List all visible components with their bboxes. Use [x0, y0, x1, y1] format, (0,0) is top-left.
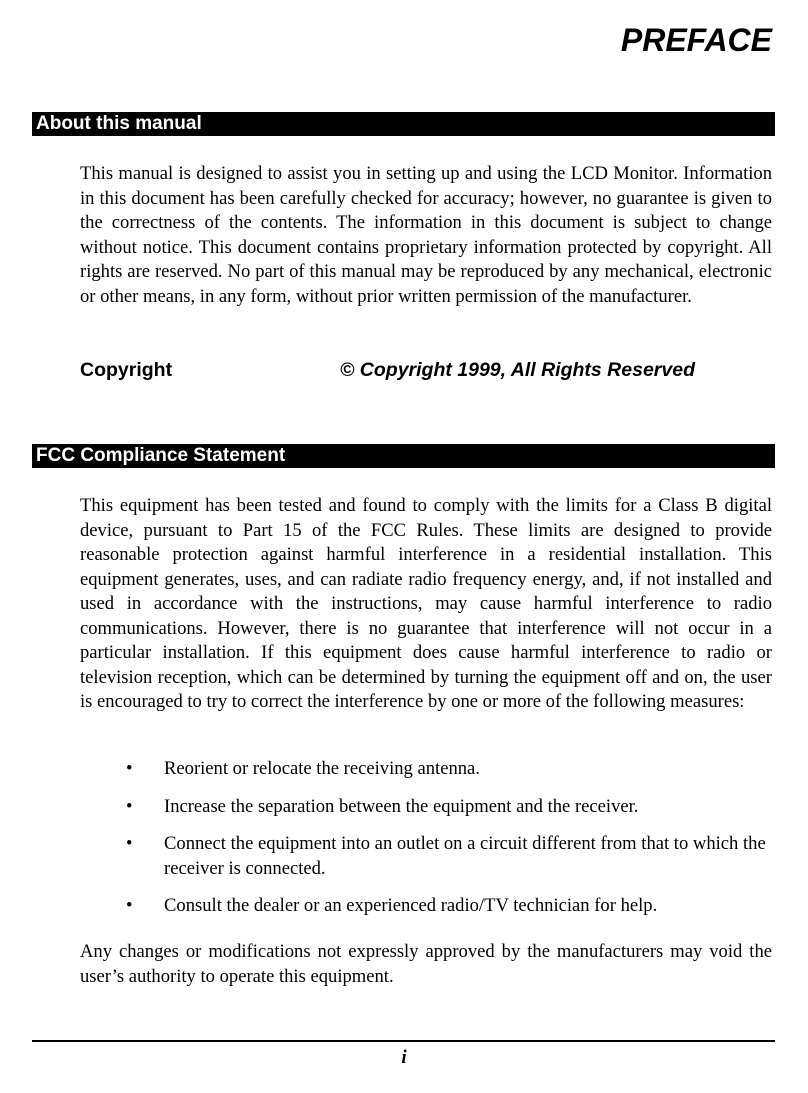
bullet-icon: • [126, 795, 133, 817]
list-item [80, 832, 772, 881]
about-section-heading: About this manual [32, 112, 775, 136]
list-item [80, 894, 772, 919]
copyright-row [80, 356, 772, 384]
measure-text: Increase the separation between the equipment and the receiver. [164, 795, 639, 817]
list-item [80, 757, 772, 782]
page-title: PREFACE [620, 22, 772, 58]
fcc-closing-paragraph: Any changes or modifications not expressly approved by the manufacturers may void the user’s authority to operate this equipment. [80, 941, 772, 987]
bullet-icon: • [126, 833, 133, 854]
measure-text: Connect the equipment into an outlet on a circuit different from that to which the receiver is connected. [164, 833, 766, 879]
footer-divider [32, 1040, 775, 1042]
bullet-icon: • [126, 758, 133, 779]
fcc-section-heading: FCC Compliance Statement [32, 444, 775, 468]
fcc-intro-paragraph: This equipment has been tested and found to comply with the limits for a Class B digital device, pursuant to Part 15 of the FCC Rules. These limits are designed to provide reasonable protection against harmful interference in a residential installation. This equipment generates, uses, and can radiate radio frequency energy, and, if not installed and used in accordance with the instructions, may cause harmful interference to radio communications. However, there is no guarantee that interference will not occur in a particular installation. If this equipment does cause harmful interference to radio or television reception, which can be determined by turning the equipment off and on, the user is encouraged to try to correct the interference by one or more of the following measures: [80, 495, 772, 712]
page-number: i [401, 1047, 407, 1068]
copyright-notice: © Copyright 1999, All Rights Reserved [340, 359, 695, 381]
copyright-label: Copyright [80, 359, 173, 381]
measure-text: Reorient or relocate the receiving antenna. [164, 758, 480, 779]
list-item [80, 795, 772, 820]
fcc-measures-list [80, 757, 772, 932]
bullet-icon: • [126, 895, 133, 916]
measure-text: Consult the dealer or an experienced radio/TV technician for help. [164, 895, 658, 916]
about-paragraph: This manual is designed to assist you in setting up and using the LCD Monitor. Information in this document has been carefully checked for accuracy; however, no guarantee is given to the correctness of the contents. The information in this document is subject to change without notice. This document contains proprietary information protected by copyright. All rights are reserved. No part of this manual may be reproduced by any mechanical, electronic or other means, in any form, without prior written permission of the manufacturer. [80, 163, 772, 307]
